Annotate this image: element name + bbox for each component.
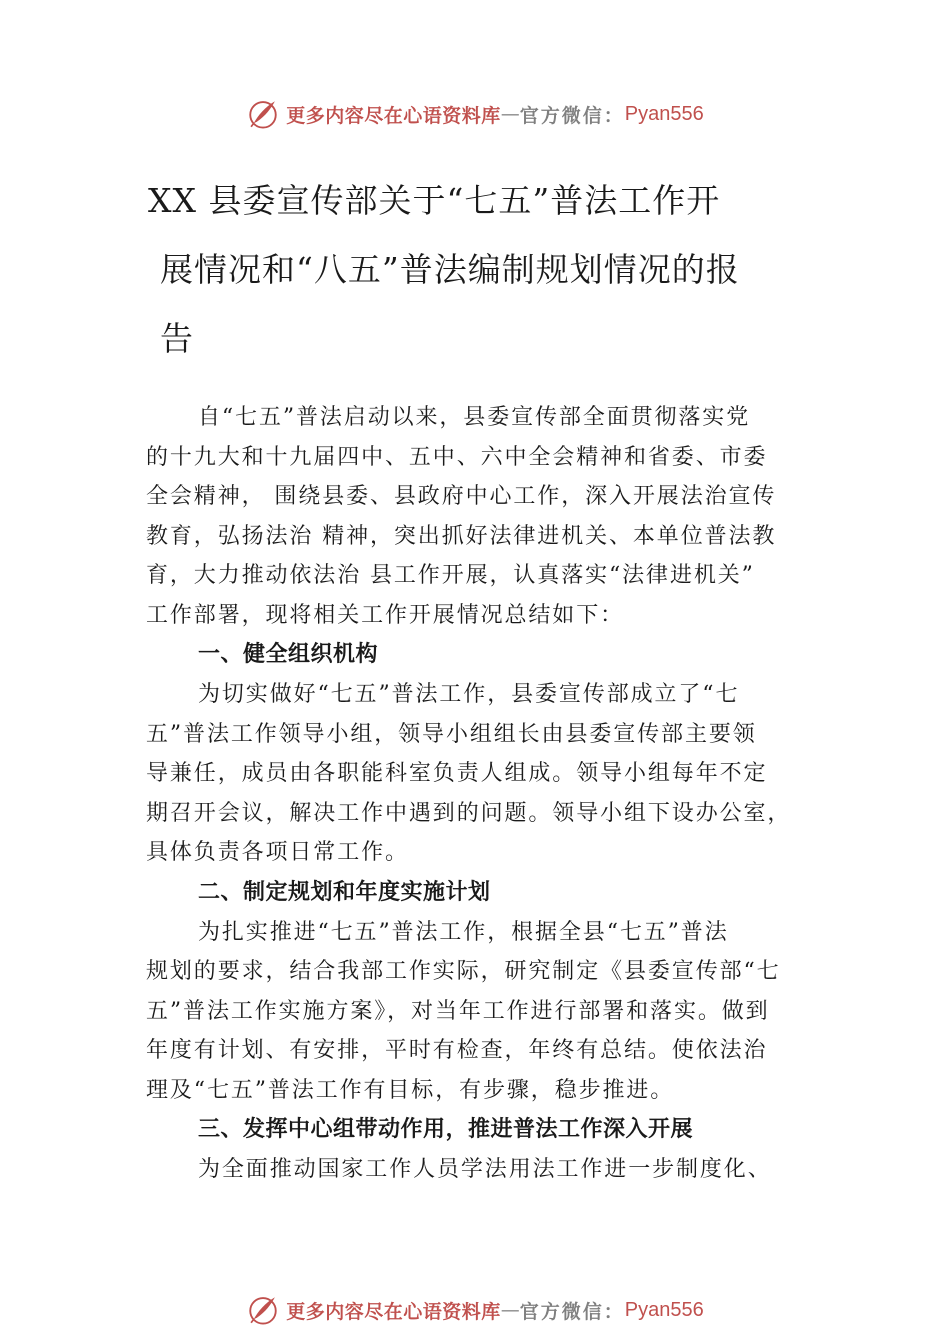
body-line: 为全面推动国家工作人员学法用法工作进一步制度化、: [198, 1157, 772, 1182]
body-line: 理及“七五”普法工作有目标，有步骤，稳步推进。: [146, 1077, 675, 1103]
section-heading: 一、健全组织机构: [198, 642, 379, 667]
body-line: 具体负责各项日常工作。: [146, 840, 409, 865]
title-line: 告: [160, 319, 194, 358]
section-paragraph: [146, 675, 816, 873]
section-paragraph: [146, 913, 816, 1111]
banner-brand: 更多内容尽在心语资料库: [286, 1300, 501, 1323]
title-line: XX 县委宣传部关于“七五”普法工作开: [148, 181, 721, 220]
body-line: 五”普法工作领导小组，领导小组组长由县委宣传部主要领: [146, 721, 757, 747]
banner-handle: Pyan556: [624, 102, 704, 125]
document-title: [148, 178, 808, 385]
section-heading: 二、制定规划和年度实施计划: [198, 879, 491, 905]
banner-official-label: 官方微信：: [519, 104, 625, 127]
body-line: 导兼任，成员由各职能科室负责人组成。领导小组每年不定: [146, 761, 768, 786]
section-paragraph: [146, 1150, 816, 1190]
banner-dash: —: [500, 103, 520, 125]
body-line: 教育，弘扬法治 精神，突出抓好法律进机关、本单位普法教: [146, 523, 777, 549]
body-line: 的十九大和十九届四中、五中、六中全会精神和省委、市委: [146, 444, 768, 470]
document-body: [146, 398, 816, 1190]
body-line: 为切实做好“七五”普法工作，县委宣传部成立了“七: [198, 682, 740, 707]
banner-dash: —: [500, 1299, 520, 1321]
body-line: 工作部署，现将相关工作开展情况总结如下：: [146, 602, 625, 628]
body-line: 为扎实推进“七五”普法工作，根据全县“七五”普法: [198, 919, 729, 945]
banner-official-label: 官方微信：: [519, 1300, 625, 1323]
body-line: 五”普法工作实施方案》，对当年工作进行部署和落实。做到: [146, 998, 770, 1024]
watermark-banner-bottom: [0, 1290, 950, 1330]
body-line: 自“七五”普法启动以来，县委宣传部全面贯彻落实党: [198, 405, 751, 430]
section-heading: 三、发挥中心组带动作用，推进普法工作深入开展: [198, 1117, 694, 1142]
body-line: 年度有计划、有安排，平时有检查，年终有总结。使依法治: [146, 1038, 768, 1063]
banner-brand: 更多内容尽在心语资料库: [286, 104, 501, 127]
quill-logo-icon: [246, 1293, 280, 1327]
watermark-banner-top: [0, 94, 950, 134]
body-line: 规划的要求，结合我部工作实际，研究制定《县委宣传部“七: [146, 959, 781, 984]
quill-logo-icon: [246, 97, 280, 131]
banner-handle: Pyan556: [624, 1298, 704, 1321]
body-line: 育，大力推动依法治 县工作开展，认真落实“法律进机关”: [146, 563, 755, 588]
title-line: 展情况和“八五”普法编制规划情况的报: [160, 250, 740, 289]
intro-paragraph: [146, 398, 816, 635]
body-line: 全会精神， 围绕县委、县政府中心工作，深入开展法治宣传: [146, 484, 777, 509]
body-line: 期召开会议，解决工作中遇到的问题。领导小组下设办公室，: [146, 800, 792, 826]
